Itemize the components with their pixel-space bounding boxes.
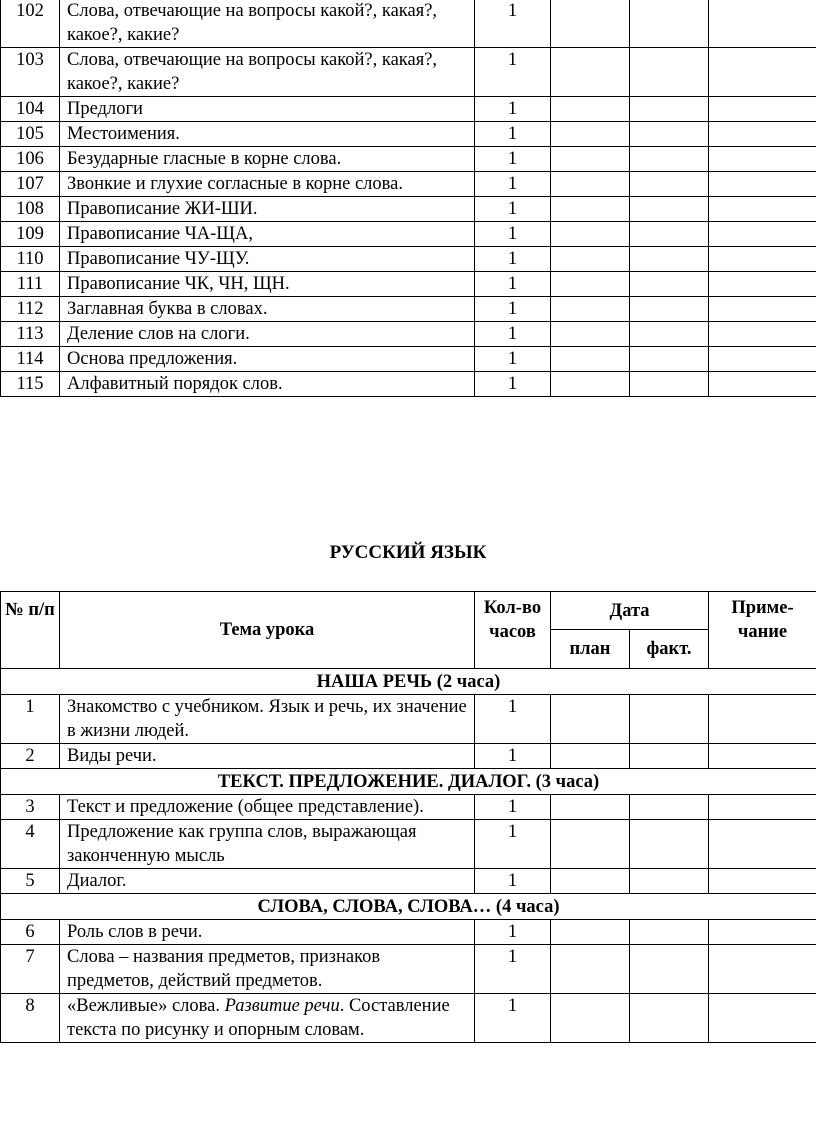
row-date-plan — [551, 795, 630, 820]
document-title: РУССКИЙ ЯЗЫК — [329, 542, 487, 563]
row-number: 5 — [1, 869, 60, 894]
row-hours: 1 — [475, 347, 551, 372]
row-date-plan — [551, 347, 630, 372]
row-hours: 1 — [475, 122, 551, 147]
row-topic-part: . Составление текста по рисунку и опорным словам. — [67, 996, 450, 1040]
row-number: 113 — [1, 322, 60, 347]
table-row — [1, 322, 816, 347]
row-date-fact — [630, 122, 709, 147]
table-row — [1, 48, 816, 97]
row-note — [709, 795, 816, 820]
table-row — [1, 744, 816, 769]
table-row — [1, 869, 816, 894]
row-number: 107 — [1, 172, 60, 197]
row-date-plan — [551, 197, 630, 222]
row-date-plan — [551, 122, 630, 147]
row-hours: 1 — [475, 322, 551, 347]
row-date-fact — [630, 869, 709, 894]
row-hours: 1 — [475, 272, 551, 297]
row-number: 8 — [1, 994, 60, 1043]
row-hours: 1 — [475, 297, 551, 322]
row-number: 110 — [1, 247, 60, 272]
row-date-plan — [551, 222, 630, 247]
row-hours: 1 — [475, 0, 551, 48]
row-note — [709, 122, 816, 147]
row-date-fact — [630, 222, 709, 247]
row-number: 104 — [1, 97, 60, 122]
row-hours: 1 — [475, 744, 551, 769]
row-hours: 1 — [475, 172, 551, 197]
table-row — [1, 222, 816, 247]
row-note — [709, 48, 816, 97]
row-date-plan — [551, 0, 630, 48]
row-topic: Алфавитный порядок слов. — [60, 372, 475, 397]
row-hours: 1 — [475, 247, 551, 272]
table-row — [1, 372, 816, 397]
table-row — [1, 97, 816, 122]
row-number: 108 — [1, 197, 60, 222]
row-hours: 1 — [475, 869, 551, 894]
row-number: 3 — [1, 795, 60, 820]
header-number: № п/п — [1, 592, 60, 669]
row-date-fact — [630, 795, 709, 820]
row-number: 112 — [1, 297, 60, 322]
row-topic: Основа предложения. — [60, 347, 475, 372]
row-topic: Диалог. — [60, 869, 475, 894]
row-date-fact — [630, 695, 709, 744]
row-date-fact — [630, 297, 709, 322]
row-number: 114 — [1, 347, 60, 372]
row-note — [709, 172, 816, 197]
row-date-fact — [630, 172, 709, 197]
section-title: ТЕКСТ. ПРЕДЛОЖЕНИЕ. ДИАЛОГ. (3 часа) — [1, 769, 816, 795]
row-hours: 1 — [475, 97, 551, 122]
row-date-plan — [551, 744, 630, 769]
row-date-fact — [630, 147, 709, 172]
row-topic: Правописание ЧУ-ЩУ. — [60, 247, 475, 272]
row-topic: Знакомство с учебником. Язык и речь, их значение в жизни людей. — [60, 695, 475, 744]
row-number: 106 — [1, 147, 60, 172]
row-date-plan — [551, 172, 630, 197]
row-date-fact — [630, 994, 709, 1043]
row-topic: Безударные гласные в корне слова. — [60, 147, 475, 172]
row-topic-part: «Вежливые» слова. — [67, 996, 225, 1016]
row-date-fact — [630, 920, 709, 945]
row-date-plan — [551, 48, 630, 97]
table-row — [1, 795, 816, 820]
row-number: 6 — [1, 920, 60, 945]
row-hours: 1 — [475, 197, 551, 222]
row-date-fact — [630, 48, 709, 97]
row-number: 109 — [1, 222, 60, 247]
table-row — [1, 994, 816, 1043]
table-row — [1, 820, 816, 869]
row-date-plan — [551, 945, 630, 994]
row-topic: Правописание ЧА-ЩА, — [60, 222, 475, 247]
section-row — [1, 894, 816, 920]
row-topic: Предложение как группа слов, выражающая законченную мысль — [60, 820, 475, 869]
row-note — [709, 920, 816, 945]
row-topic: Виды речи. — [60, 744, 475, 769]
row-date-plan — [551, 322, 630, 347]
header-topic: Тема урока — [60, 592, 475, 669]
row-hours: 1 — [475, 48, 551, 97]
lesson-plan-table — [0, 591, 816, 1043]
row-topic: Слова, отвечающие на вопросы какой?, какая?, какое?, какие? — [60, 48, 475, 97]
row-hours: 1 — [475, 222, 551, 247]
row-note — [709, 372, 816, 397]
table-row — [1, 197, 816, 222]
row-number: 103 — [1, 48, 60, 97]
table-row — [1, 122, 816, 147]
row-note — [709, 247, 816, 272]
row-date-fact — [630, 744, 709, 769]
row-date-plan — [551, 247, 630, 272]
row-date-fact — [630, 197, 709, 222]
table-row — [1, 297, 816, 322]
row-note — [709, 147, 816, 172]
section-title: СЛОВА, СЛОВА, СЛОВА… (4 часа) — [1, 894, 816, 920]
row-date-fact — [630, 820, 709, 869]
row-note — [709, 994, 816, 1043]
row-note — [709, 945, 816, 994]
row-date-plan — [551, 97, 630, 122]
row-note — [709, 272, 816, 297]
lesson-table-continued — [0, 0, 816, 397]
row-note — [709, 820, 816, 869]
table-row — [1, 247, 816, 272]
row-hours: 1 — [475, 920, 551, 945]
row-note — [709, 869, 816, 894]
row-date-fact — [630, 322, 709, 347]
row-number: 115 — [1, 372, 60, 397]
row-date-plan — [551, 695, 630, 744]
row-number: 102 — [1, 0, 60, 48]
table-row — [1, 920, 816, 945]
row-note — [709, 297, 816, 322]
row-topic: Слова, отвечающие на вопросы какой?, какая?, какое?, какие? — [60, 0, 475, 48]
row-note — [709, 0, 816, 48]
table-row — [1, 945, 816, 994]
header-date: Дата — [551, 592, 709, 630]
row-hours: 1 — [475, 795, 551, 820]
table-row — [1, 0, 816, 48]
row-topic: Текст и предложение (общее представление). — [60, 795, 475, 820]
header-date-plan: план — [551, 630, 630, 669]
header-hours: Кол-во часов — [475, 592, 551, 669]
row-number: 111 — [1, 272, 60, 297]
row-date-fact — [630, 945, 709, 994]
row-topic: Роль слов в речи. — [60, 920, 475, 945]
row-date-plan — [551, 920, 630, 945]
table-header — [1, 592, 816, 669]
row-topic — [60, 994, 475, 1043]
table-row — [1, 147, 816, 172]
row-topic: Заглавная буква в словах. — [60, 297, 475, 322]
row-number: 2 — [1, 744, 60, 769]
row-date-fact — [630, 272, 709, 297]
header-date-fact: факт. — [630, 630, 709, 669]
section-title: НАША РЕЧЬ (2 часа) — [1, 669, 816, 695]
lesson-plan-body — [1, 669, 816, 1043]
row-note — [709, 222, 816, 247]
row-note — [709, 322, 816, 347]
table-row — [1, 272, 816, 297]
row-date-plan — [551, 869, 630, 894]
row-number: 1 — [1, 695, 60, 744]
row-date-fact — [630, 372, 709, 397]
row-topic: Предлоги — [60, 97, 475, 122]
row-topic-emphasis: Развитие речи — [224, 996, 340, 1016]
row-hours: 1 — [475, 372, 551, 397]
row-hours: 1 — [475, 945, 551, 994]
row-number: 4 — [1, 820, 60, 869]
row-date-plan — [551, 372, 630, 397]
row-note — [709, 695, 816, 744]
row-note — [709, 197, 816, 222]
section-row — [1, 769, 816, 795]
row-note — [709, 744, 816, 769]
row-number: 105 — [1, 122, 60, 147]
row-date-plan — [551, 272, 630, 297]
row-date-plan — [551, 994, 630, 1043]
row-note — [709, 97, 816, 122]
table-row — [1, 347, 816, 372]
row-date-plan — [551, 820, 630, 869]
row-date-fact — [630, 97, 709, 122]
row-topic: Местоимения. — [60, 122, 475, 147]
row-hours: 1 — [475, 820, 551, 869]
row-date-fact — [630, 0, 709, 48]
row-topic: Правописание ЧК, ЧН, ЩН. — [60, 272, 475, 297]
row-date-plan — [551, 147, 630, 172]
row-hours: 1 — [475, 695, 551, 744]
row-number: 7 — [1, 945, 60, 994]
row-topic: Звонкие и глухие согласные в корне слова. — [60, 172, 475, 197]
row-date-fact — [630, 347, 709, 372]
row-topic: Правописание ЖИ-ШИ. — [60, 197, 475, 222]
row-date-plan — [551, 297, 630, 322]
section-row — [1, 669, 816, 695]
row-hours: 1 — [475, 147, 551, 172]
lesson-table-continued-body — [1, 0, 816, 397]
table-row — [1, 695, 816, 744]
row-hours: 1 — [475, 994, 551, 1043]
row-topic: Деление слов на слоги. — [60, 322, 475, 347]
row-note — [709, 347, 816, 372]
table-row — [1, 172, 816, 197]
header-note: Приме-чание — [709, 592, 816, 669]
row-date-fact — [630, 247, 709, 272]
row-topic: Слова – названия предметов, признаков предметов, действий предметов. — [60, 945, 475, 994]
